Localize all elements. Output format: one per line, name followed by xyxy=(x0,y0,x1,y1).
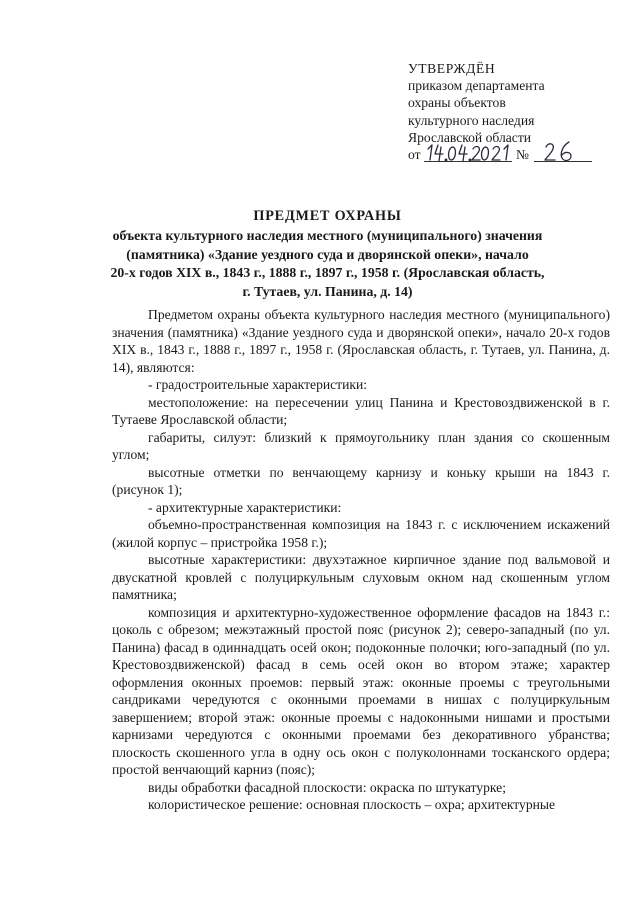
paragraph-surface-treatment: виды обработки фасадной плоскости: окраска по штукатурке; xyxy=(148,779,506,795)
paragraph-color-scheme: колористическое решение: основная плоскость – охра; архитектурные xyxy=(148,797,556,812)
title-line-1: объекта культурного наследия местного (муниципального) значения xyxy=(112,228,543,244)
paragraph-urban-heading: - градостроительные характеристики: xyxy=(148,377,368,392)
title-line-2: (памятника) «Здание уездного суда и дворянской опеки», начало xyxy=(126,246,529,262)
approval-line-1: приказом департамента xyxy=(408,78,545,94)
paragraph-facades: композиция и архитектурно-художественное оформление фасадов на 1843 г.: цоколь с обрезом; межэтажный простой пояс (рисунок 2); северо-западный (по ул. Панина) фасад в одиннадцать осей окон; подоконные полочки; юго-западный (по ул. Крестовоздвиженской) фасад в семь осей окон во втором этаже; характер оформления оконных проемов: первый этаж: оконные проемы с треугольными сандриками чередуются с оконными проемами в нишах с полуциркульным завершением; второй этаж: оконные проемы с надоконными нишами и простыми карнизами чередуются с оконными проемами без декоративного убранства; плоскость скошенного угла в одну ось окон с полуколоннами тосканского ордера; простой венчающий карниз (пояс); xyxy=(112,604,610,777)
title-line-3: 20-х годов XIX в., 1843 г., 1888 г., 1897 г., 1958 г. (Ярославская область, xyxy=(110,265,545,281)
title-main: ПРЕДМЕТ ОХРАНЫ xyxy=(253,208,402,224)
paragraph-height-characteristics: высотные характеристики: двухэтажное кирпичное здание под вальмовой и двускатной кровлей с полуциркульным слуховым окном над скошенным углом памятника; xyxy=(112,552,610,602)
paragraph-dimensions: габариты, силуэт: близкий к прямоугольнику план здания со скошенным углом; xyxy=(112,429,610,462)
approval-heading: УТВЕРЖДЁН xyxy=(408,61,496,76)
paragraph-architecture-heading: - архитектурные характеристики: xyxy=(148,499,342,515)
paragraph-location: местоположение: на пересечении улиц Панина и Крестовоздвиженской в г. Тутаеве Ярославской области; xyxy=(112,394,610,427)
approval-date-line xyxy=(408,146,618,164)
title-line-4: г. Тутаев, ул. Панина, д. 14) xyxy=(242,283,413,299)
handwritten-number xyxy=(542,138,582,164)
document-body xyxy=(112,306,610,814)
handwritten-date xyxy=(424,140,514,164)
paragraph-height-marks: высотные отметки по венчающему карнизу и коньку крыши на 1843 г. (рисунок 1); xyxy=(112,464,610,497)
approval-block xyxy=(408,60,618,164)
approval-line-4: Ярославской области xyxy=(408,129,532,145)
document-title xyxy=(60,207,595,301)
date-prefix: от xyxy=(408,147,421,163)
approval-line-2: охраны объектов xyxy=(408,95,506,111)
paragraph-composition: объемно-пространственная композиция на 1843 г. с исключением искажений (жилой корпус – пристройка 1958 г.); xyxy=(112,517,610,550)
number-sign: № xyxy=(516,147,529,163)
approval-line-3: культурного наследия xyxy=(408,112,535,128)
paragraph-intro: Предметом охраны объекта культурного наследия местного (муниципального) значения (памятника) «Здание уездного суда и дворянской опеки», начало 20-х годов XIX в., 1843 г., 1888 г., 1897 г., 1958 г. (Ярославская область, г. Тутаев, ул. Панина, д. 14), являются: xyxy=(112,307,610,375)
